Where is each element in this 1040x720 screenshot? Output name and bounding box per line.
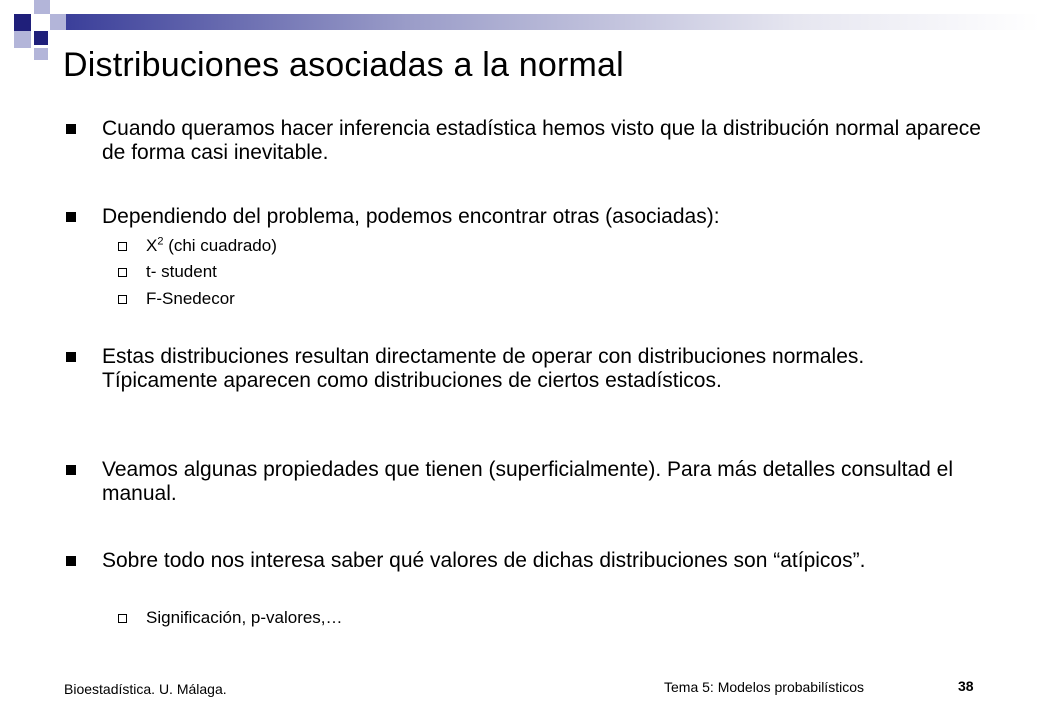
bullet-marker: [66, 352, 76, 362]
subbullet-chi-squared: [146, 236, 946, 256]
bullet-text: Estas distribuciones resultan directamente de operar con distribuciones normales. Típicamente aparecen como distribuciones de ciertos estadísticos.: [102, 345, 865, 392]
subbullet-significance: Significación, p-valores,…: [146, 608, 343, 627]
footer-topic: Tema 5: Modelos probabilísticos: [664, 679, 864, 695]
footer-course: Bioestadística. U. Málaga.: [64, 681, 227, 697]
bullet-text: Veamos algunas propiedades que tienen (superficialmente). Para más detalles consultad el manual.: [102, 458, 954, 505]
bullet-text: Sobre todo nos interesa saber qué valores de dichas distribuciones son “atípicos”.: [102, 549, 866, 572]
subbullet-marker: [118, 614, 127, 623]
subbullet-snedecor: F-Snedecor: [146, 289, 235, 308]
subbullet-marker: [118, 295, 127, 304]
page-number: 38: [958, 678, 974, 694]
chi-superscript: 2: [157, 235, 164, 248]
subbullet-student: t- student: [146, 262, 217, 281]
bullet-marker: [66, 465, 76, 475]
bullet-marker: [66, 556, 76, 566]
chi-label: (chi cuadrado): [163, 236, 277, 255]
subbullet-marker: [118, 268, 127, 277]
chi-symbol: X: [146, 236, 158, 255]
bullet-marker: [66, 124, 76, 134]
bullet-text: Cuando queramos hacer inferencia estadística hemos visto que la distribución normal aparece de forma casi inevitable.: [102, 117, 981, 164]
subbullet-marker: [118, 242, 127, 251]
bullet-text: Dependiendo del problema, podemos encontrar otras (asociadas):: [102, 205, 720, 228]
bullet-marker: [66, 212, 76, 222]
slide-title: Distribuciones asociadas a la normal: [63, 46, 624, 84]
